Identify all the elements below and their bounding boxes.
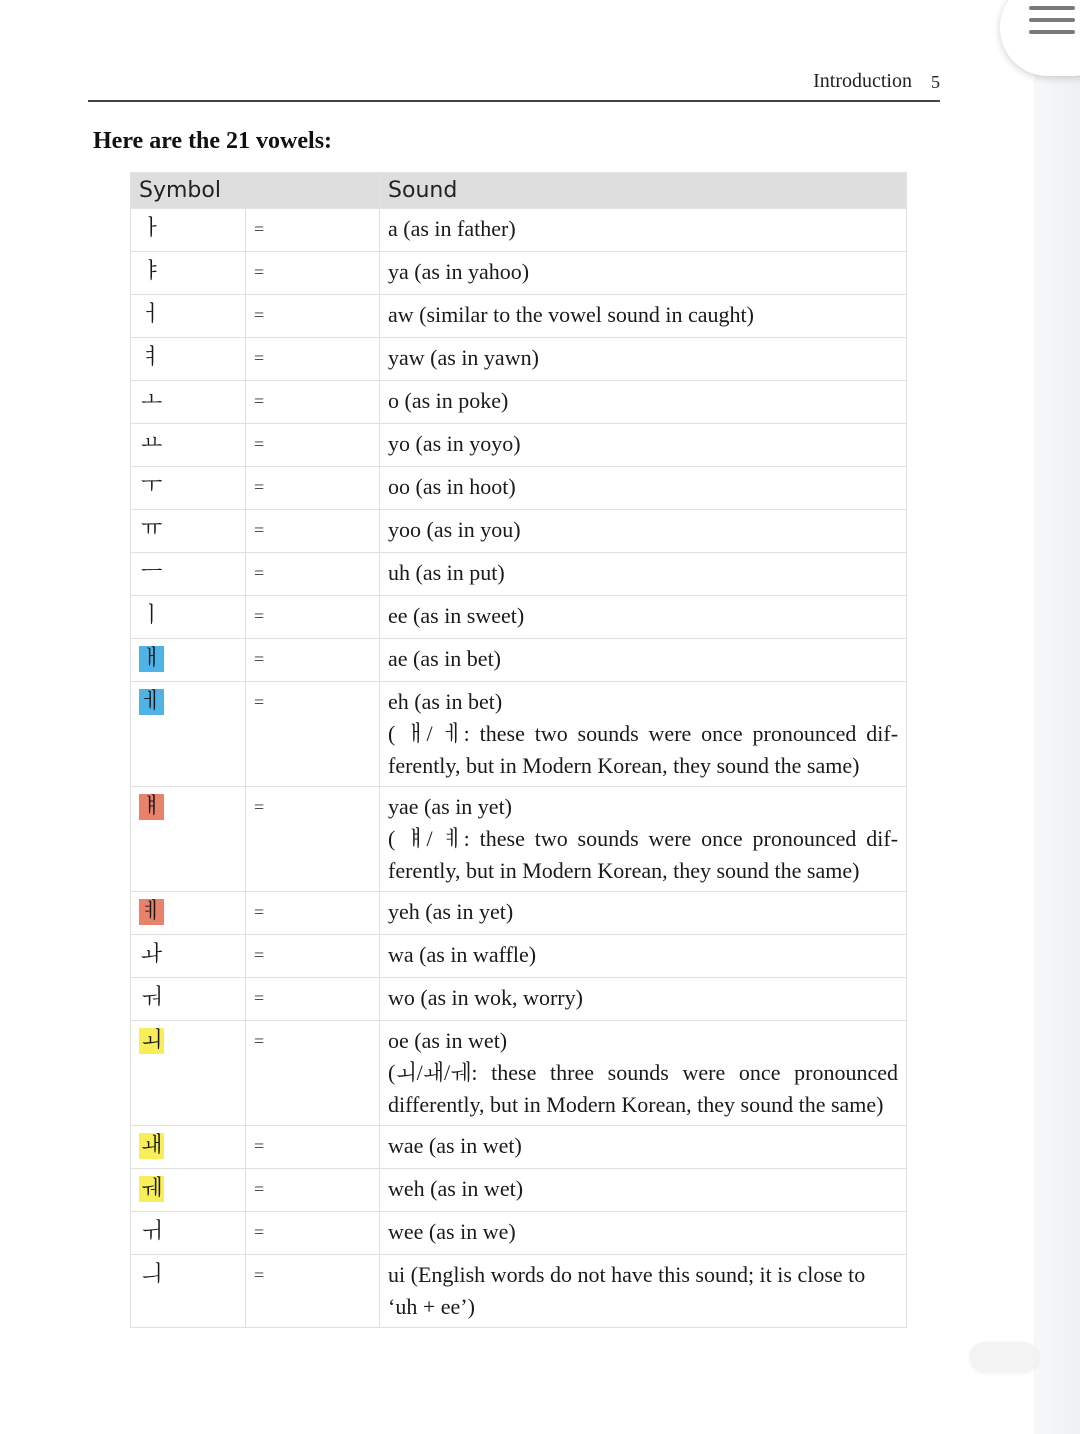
vowel-symbol-cell [131,510,246,553]
vowel-symbol-cell [131,682,246,787]
vowel-table [130,172,907,1328]
vowel-symbol: ㅘ [141,942,163,967]
vowel-symbol: ㅜ [141,474,163,499]
section-heading: Here are the 21 vowels: [93,128,333,154]
table-row [131,381,907,424]
column-header-symbol: Symbol [131,173,380,209]
table-row [131,682,907,787]
vowel-symbol-cell [131,467,246,510]
sound-cell [380,935,907,978]
vowel-symbol: ㅡ [141,560,163,585]
sound-cell [380,596,907,639]
sound-description: wee (as in we) [388,1219,516,1244]
equals-sign: = [246,424,380,467]
sound-cell [380,787,907,892]
sound-description: wa (as in waffle) [388,942,537,967]
equals-sign: = [246,338,380,381]
menu-button[interactable] [1000,0,1080,76]
sound-description: yoo (as in you) [388,517,521,542]
vowel-symbol-cell [131,1255,246,1328]
equals-sign: = [246,1212,380,1255]
sound-description: a (as in father) [388,216,516,241]
equals-sign: = [246,682,380,787]
vowel-symbol: ㅒ [141,794,163,819]
equals-sign: = [246,209,380,252]
sound-description: wae (as in wet) [388,1133,522,1158]
sound-cell [380,252,907,295]
column-header-sound: Sound [380,173,907,209]
vowel-symbol: ㅓ [141,302,163,327]
table-row [131,1255,907,1328]
sound-description: oe (as in wet) [388,1028,508,1053]
equals-sign: = [246,978,380,1021]
sound-description: yeh (as in yet) [388,899,514,924]
equals-sign: = [246,892,380,935]
sound-description: uh (as in put) [388,560,505,585]
sound-description: ae (as in bet) [388,646,502,671]
vowel-symbol-cell [131,338,246,381]
vowel-symbol: ㅝ [141,985,163,1010]
vowel-symbol-cell [131,1212,246,1255]
vowel-symbol-cell [131,596,246,639]
table-row [131,510,907,553]
sound-description: eh (as in bet) [388,689,503,714]
page-right-edge [1034,0,1080,1434]
vowel-symbol: ㅚ [141,1028,163,1053]
vowel-symbol-cell [131,639,246,682]
table-row [131,553,907,596]
sound-cell [380,381,907,424]
table-row [131,295,907,338]
sound-description: yae (as in yet) [388,794,513,819]
equals-sign: = [246,1021,380,1126]
table-row [131,639,907,682]
equals-sign: = [246,596,380,639]
sound-description: ui (English words do not have this sound; it is close to ‘uh + ee’) [388,1262,866,1319]
sound-note: ( ㅐ/ ㅔ: these two sounds were once pronounced differently, but in Modern Korean, they sound the same) [388,721,899,778]
sound-cell [380,424,907,467]
vowel-symbol: ㅖ [141,899,163,924]
vowel-symbol: ㅕ [141,345,163,370]
table-row [131,935,907,978]
table-row [131,209,907,252]
sound-cell [380,338,907,381]
hamburger-menu-icon [1029,6,1075,10]
vowel-symbol: ㅗ [141,388,163,413]
sound-description: wo (as in wok, worry) [388,985,583,1010]
table-row [131,338,907,381]
equals-sign: = [246,1126,380,1169]
sound-cell [380,295,907,338]
table-row [131,467,907,510]
table-row [131,1021,907,1126]
vowel-symbol-cell [131,787,246,892]
vowel-symbol: ㅢ [141,1262,163,1287]
table-row [131,1169,907,1212]
equals-sign: = [246,510,380,553]
vowel-symbol-cell [131,295,246,338]
table-body [131,209,907,1328]
vowel-symbol-cell [131,252,246,295]
vowel-symbol: ㅛ [141,431,163,456]
table-row [131,787,907,892]
vowel-symbol: ㅞ [141,1176,163,1201]
page-number: 5 [931,72,940,92]
table-row [131,424,907,467]
sound-cell [380,510,907,553]
sound-description: oo (as in hoot) [388,474,516,499]
vowel-symbol-cell [131,381,246,424]
sound-description: yo (as in yoyo) [388,431,521,456]
table-row [131,892,907,935]
vowel-symbol: ㅣ [141,603,163,628]
equals-sign: = [246,639,380,682]
table-header-row [131,173,907,209]
sound-cell [380,1212,907,1255]
equals-sign: = [246,1255,380,1328]
equals-sign: = [246,935,380,978]
table-row [131,1212,907,1255]
equals-sign: = [246,252,380,295]
vowel-symbol-cell [131,553,246,596]
sound-cell [380,553,907,596]
vowel-symbol: ㅐ [141,646,163,671]
equals-sign: = [246,381,380,424]
vowel-symbol-cell [131,978,246,1021]
table-row [131,252,907,295]
chapter-title: Introduction [813,70,912,92]
table-row [131,596,907,639]
watermark-badge [970,1342,1038,1372]
vowel-symbol-cell [131,1021,246,1126]
equals-sign: = [246,295,380,338]
sound-cell [380,892,907,935]
vowel-symbol: ㅟ [141,1219,163,1244]
sound-cell [380,1169,907,1212]
vowel-symbol-cell [131,1126,246,1169]
sound-description: ya (as in yahoo) [388,259,530,284]
sound-cell [380,639,907,682]
hamburger-menu-icon [1029,18,1075,22]
equals-sign: = [246,467,380,510]
page-header [88,68,940,102]
sound-cell [380,467,907,510]
table-row [131,1126,907,1169]
sound-description: o (as in poke) [388,388,509,413]
sound-cell [380,1021,907,1126]
sound-cell [380,1126,907,1169]
equals-sign: = [246,553,380,596]
vowel-symbol-cell [131,424,246,467]
vowel-symbol-cell [131,1169,246,1212]
sound-note: (ㅚ/ㅙ/ㅞ: these three sounds were once pronounced differently, but in Modern Korean, they sound the same) [388,1060,899,1117]
equals-sign: = [246,1169,380,1212]
vowel-symbol: ㅔ [141,689,163,714]
vowel-symbol: ㅠ [141,517,163,542]
equals-sign: = [246,787,380,892]
sound-description: ee (as in sweet) [388,603,525,628]
hamburger-menu-icon [1029,30,1075,34]
vowel-symbol: ㅙ [141,1133,163,1158]
sound-cell [380,978,907,1021]
sound-description: yaw (as in yawn) [388,345,539,370]
sound-description: aw (similar to the vowel sound in caught) [388,302,754,327]
sound-cell [380,209,907,252]
sound-note: ( ㅒ/ ㅖ: these two sounds were once pronounced differently, but in Modern Korean, they sound the same) [388,826,899,883]
vowel-symbol-cell [131,935,246,978]
vowel-symbol-cell [131,209,246,252]
vowel-symbol-cell [131,892,246,935]
table-row [131,978,907,1021]
sound-description: weh (as in wet) [388,1176,524,1201]
sound-cell [380,682,907,787]
sound-cell [380,1255,907,1328]
vowel-symbol: ㅑ [141,259,163,284]
vowel-symbol: ㅏ [141,216,163,241]
